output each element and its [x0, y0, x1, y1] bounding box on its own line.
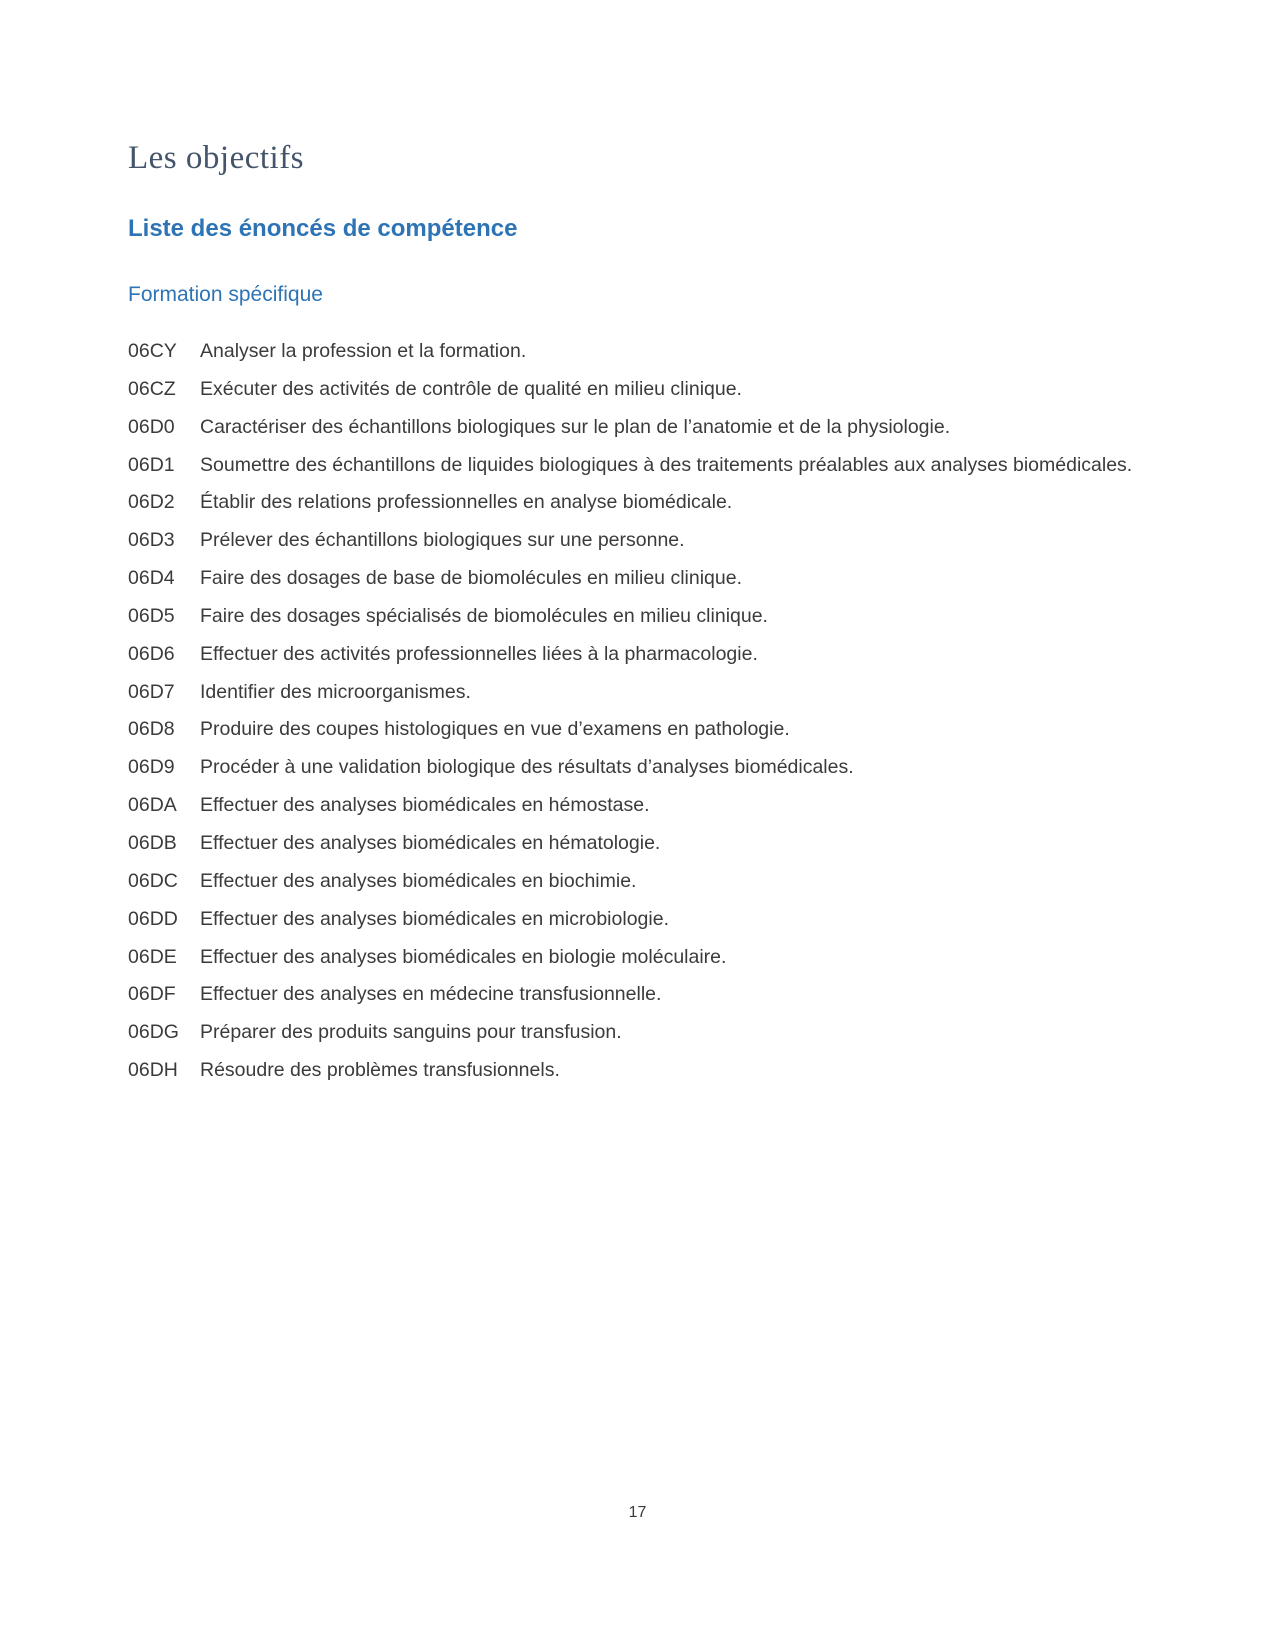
subsection-heading: Formation spécifique [128, 283, 323, 306]
competency-text: Effectuer des analyses biomédicales en hémostase. [200, 794, 650, 817]
list-item [128, 377, 1138, 402]
list-item [128, 680, 1138, 705]
competency-code: 06D2 [128, 491, 175, 514]
list-item [128, 1020, 1138, 1045]
competency-code: 06DG [128, 1021, 179, 1044]
competency-text: Prélever des échantillons biologiques sur une personne. [200, 529, 685, 552]
competency-code: 06DH [128, 1059, 178, 1082]
competency-code: 06DA [128, 794, 177, 817]
competency-code: 06D6 [128, 642, 175, 665]
competency-text: Faire des dosages de base de biomolécules en milieu clinique. [200, 567, 742, 590]
competency-text: Effectuer des analyses biomédicales en biochimie. [200, 869, 637, 892]
competency-code: 06DD [128, 907, 178, 930]
page-title: Les objectifs [128, 140, 305, 176]
competency-code: 06CY [128, 340, 177, 362]
list-item [128, 945, 1138, 970]
list-item [128, 869, 1138, 894]
list-item [128, 755, 1138, 780]
list-item [128, 415, 1138, 440]
competency-text: Effectuer des analyses en médecine transfusionnelle. [200, 983, 662, 1006]
competency-text: Effectuer des analyses biomédicales en microbiologie. [200, 907, 669, 930]
list-item [128, 717, 1138, 742]
competency-code: 06D0 [128, 415, 175, 438]
competency-list [128, 339, 1138, 1083]
competency-text: Faire des dosages spécialisés de biomolécules en milieu clinique. [200, 604, 768, 627]
competency-code: 06D3 [128, 529, 175, 552]
list-item [128, 1058, 1138, 1083]
list-item [128, 490, 1138, 515]
competency-text: Résoudre des problèmes transfusionnels. [200, 1059, 560, 1082]
list-item [128, 339, 1138, 364]
competency-text: Caractériser des échantillons biologiques sur le plan de l’anatomie et de la physiologie. [200, 415, 951, 438]
competency-code: 06D5 [128, 604, 175, 627]
competency-text: Effectuer des activités professionnelles liées à la pharmacologie. [200, 642, 758, 665]
competency-text: Produire des coupes histologiques en vue d’examens en pathologie. [200, 718, 790, 741]
list-item [128, 528, 1138, 553]
list-item [128, 982, 1138, 1007]
competency-code: 06D4 [128, 567, 175, 590]
competency-text: Identifier des microorganismes. [200, 680, 471, 703]
competency-text: Procéder à une validation biologique des résultats d’analyses biomédicales. [200, 756, 854, 779]
list-item [128, 566, 1138, 591]
competency-code: 06D9 [128, 756, 175, 779]
competency-code: 06DF [128, 983, 176, 1006]
page-number: 17 [628, 1504, 647, 1521]
competency-text: Établir des relations professionnelles en analyse biomédicale. [200, 491, 733, 514]
list-item [128, 642, 1138, 667]
competency-text: Effectuer des analyses biomédicales en hématologie. [200, 831, 661, 854]
competency-code: 06D8 [128, 718, 175, 741]
list-item [128, 453, 1138, 478]
competency-text: Exécuter des activités de contrôle de qualité en milieu clinique. [200, 377, 742, 400]
competency-code: 06CZ [128, 377, 176, 400]
competency-code: 06DB [128, 831, 177, 854]
competency-text: Analyser la profession et la formation. [200, 340, 527, 362]
competency-text: Effectuer des analyses biomédicales en biologie moléculaire. [200, 945, 727, 968]
list-item [128, 907, 1138, 932]
list-item [128, 831, 1138, 856]
competency-code: 06DE [128, 945, 177, 968]
competency-code: 06D7 [128, 680, 175, 703]
competency-code: 06DC [128, 869, 178, 892]
list-item [128, 793, 1138, 818]
competency-text: Soumettre des échantillons de liquides biologiques à des traitements préalables aux analyses biomédicales. [200, 453, 1133, 476]
competency-code: 06D1 [128, 453, 175, 476]
competency-text: Préparer des produits sanguins pour transfusion. [200, 1021, 622, 1044]
section-heading: Liste des énoncés de compétence [128, 215, 518, 242]
list-item [128, 604, 1138, 629]
